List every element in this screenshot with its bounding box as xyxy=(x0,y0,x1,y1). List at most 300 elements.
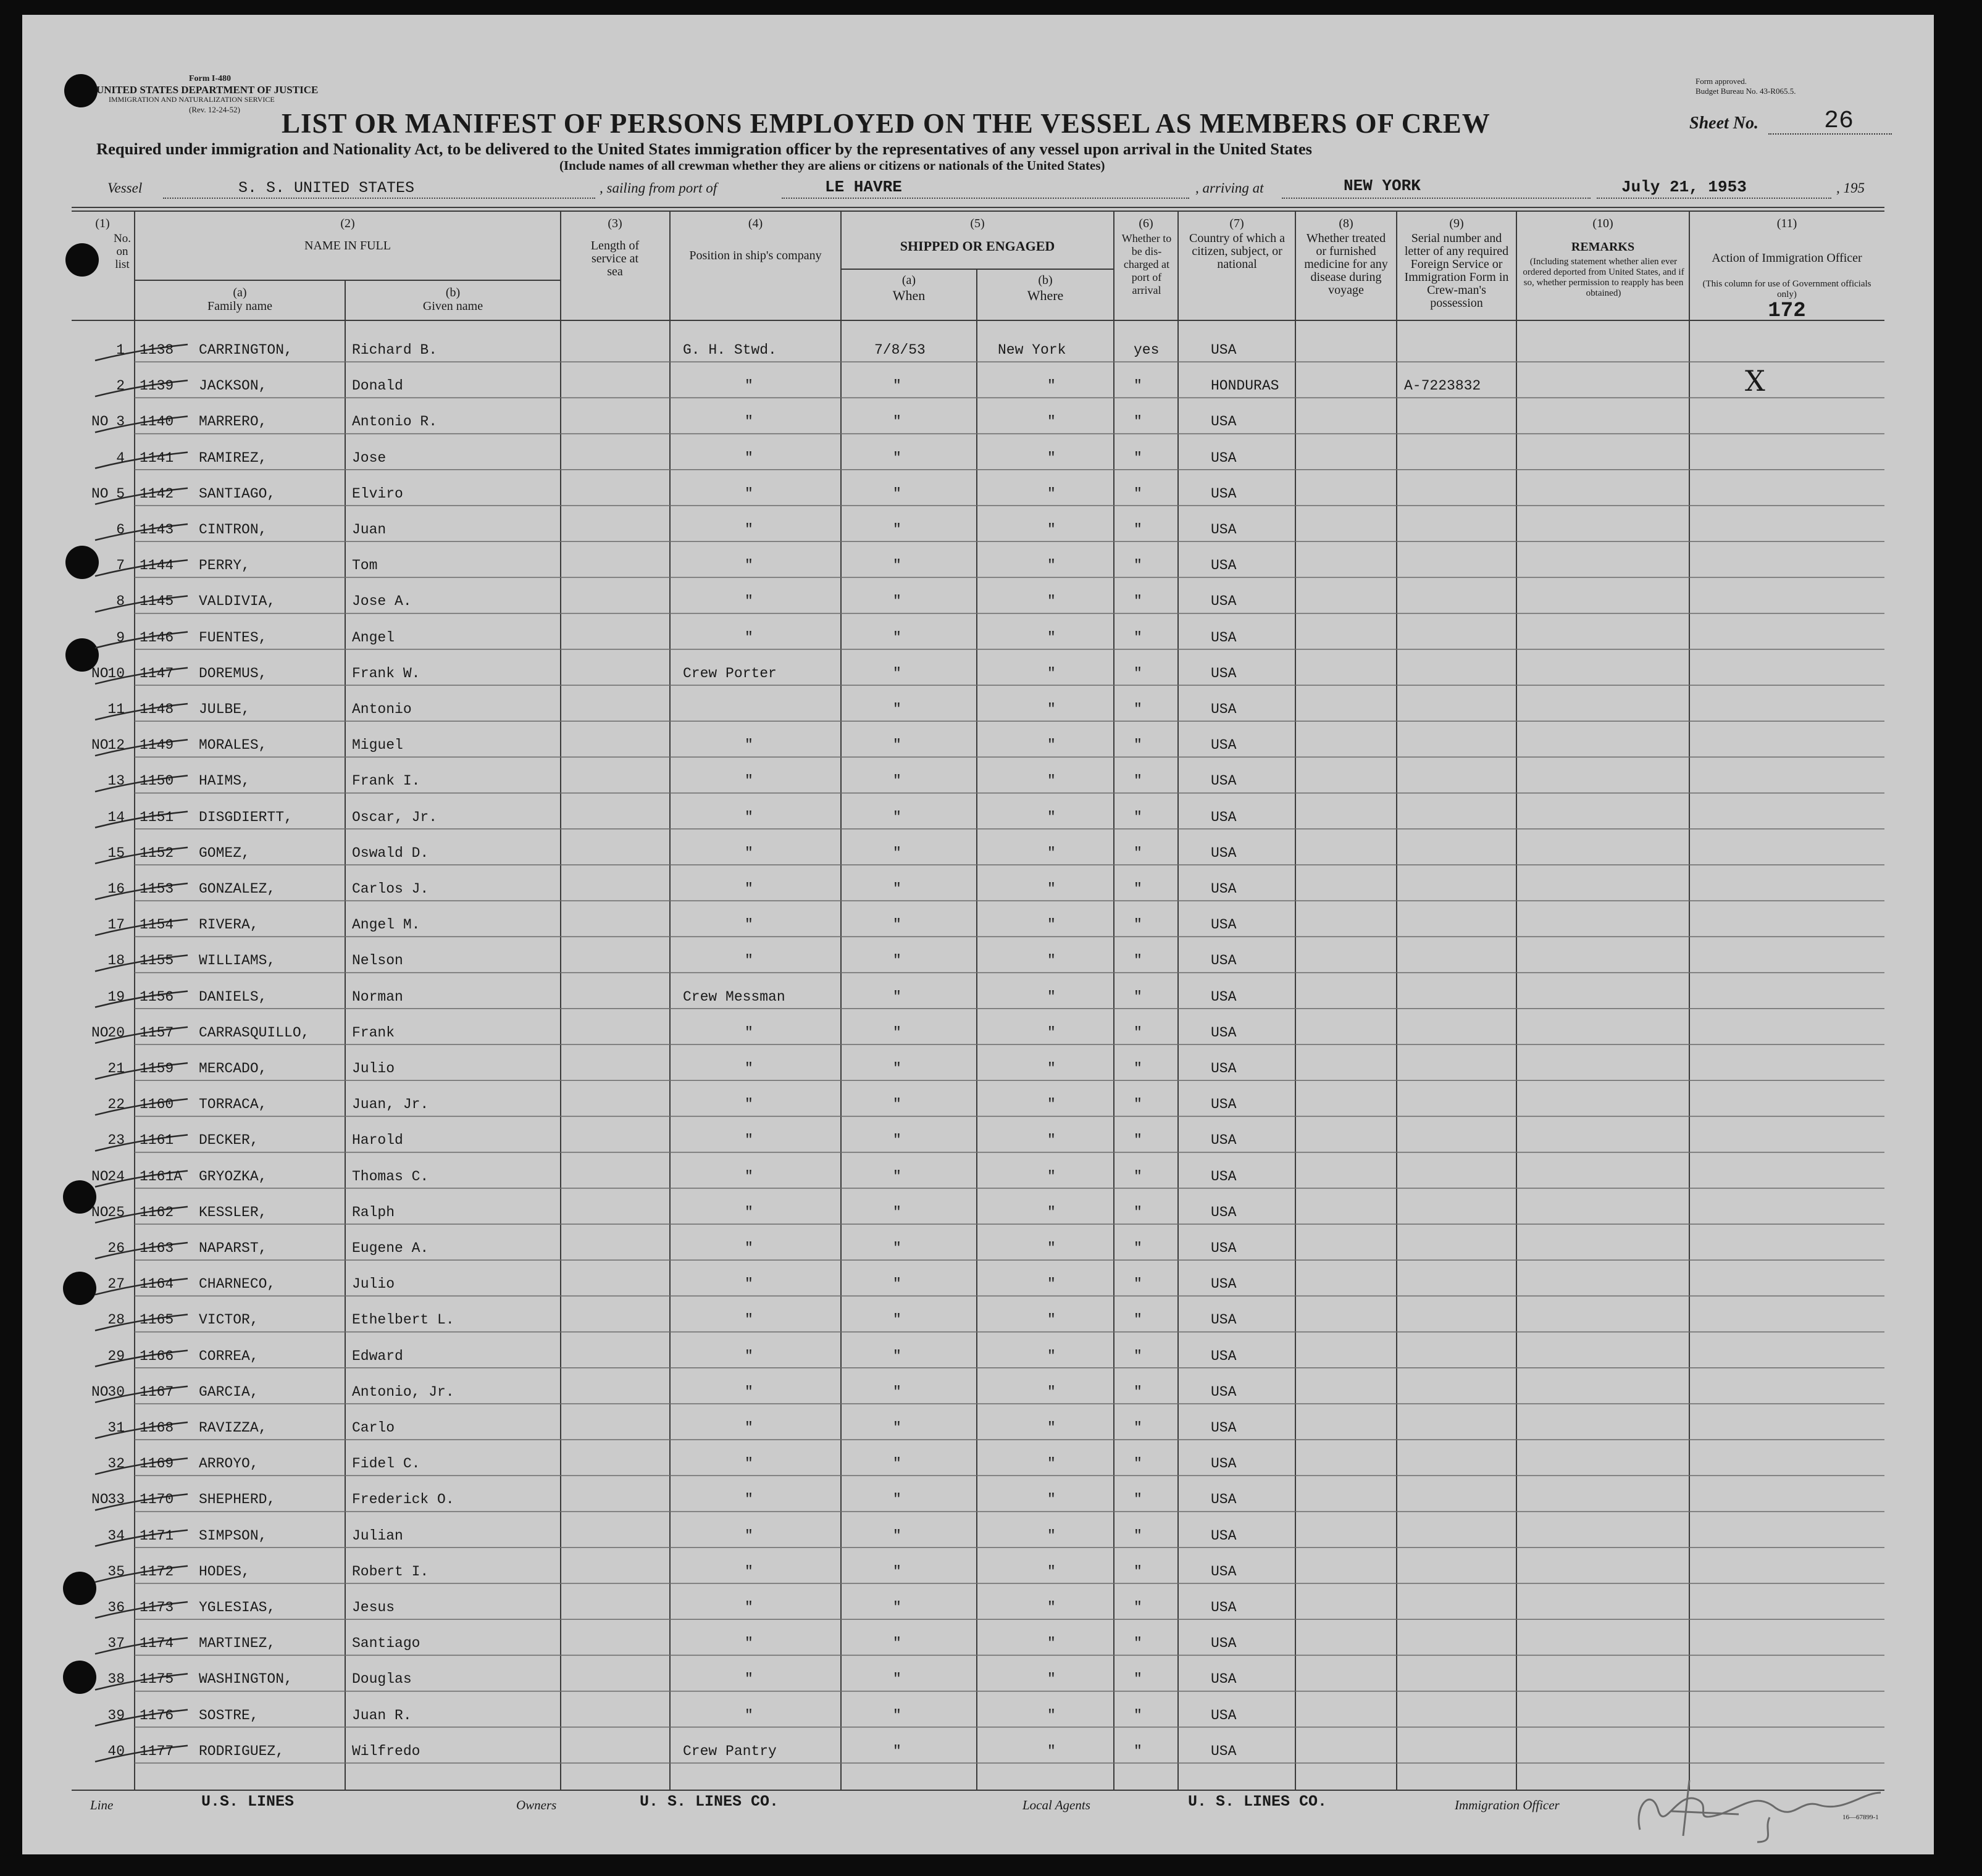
position: " xyxy=(745,1491,753,1508)
shipped-where: " xyxy=(1047,1168,1056,1185)
discharge: " xyxy=(1134,773,1142,790)
position: " xyxy=(745,737,753,754)
position: " xyxy=(745,378,753,394)
shipped-when: " xyxy=(893,1204,901,1220)
country: USA xyxy=(1211,1024,1237,1041)
shipped-where: " xyxy=(1047,1312,1056,1328)
row-number: 9 xyxy=(116,629,125,646)
table-row xyxy=(22,508,1934,544)
revision: (Rev. 12-24-52) xyxy=(189,105,240,114)
row-number: 34 xyxy=(107,1527,125,1544)
officer-action: X xyxy=(1745,364,1765,398)
col-4-header: Position in ship's company xyxy=(689,249,822,262)
row-number: 14 xyxy=(107,809,125,825)
arrival-date: July 21, 1953 xyxy=(1621,178,1747,196)
crew-id: 1163 xyxy=(140,1240,174,1256)
shipped-when: " xyxy=(893,917,901,933)
discharge: " xyxy=(1134,1024,1142,1041)
position: " xyxy=(745,593,753,610)
country: USA xyxy=(1211,1491,1237,1508)
table-row xyxy=(22,1657,1934,1693)
family-name: FUENTES, xyxy=(199,629,267,646)
row-number: 13 xyxy=(107,773,125,790)
position: " xyxy=(745,1096,753,1113)
crew-id: 1139 xyxy=(140,378,174,394)
row-mark: NO xyxy=(91,1491,109,1508)
shipped-when: " xyxy=(893,1383,901,1400)
given-name: Antonio R. xyxy=(352,414,438,430)
discharge: " xyxy=(1134,557,1142,574)
discharge: " xyxy=(1134,1096,1142,1113)
shipped-when: " xyxy=(893,629,901,646)
family-name: KESSLER, xyxy=(199,1204,267,1220)
crew-id: 1145 xyxy=(140,593,174,610)
position: Crew Messman xyxy=(683,988,785,1005)
owners-label: Owners xyxy=(516,1798,557,1812)
family-name: RODRIGUEZ, xyxy=(199,1743,285,1759)
table-row xyxy=(22,903,1934,939)
family-name: DECKER, xyxy=(199,1132,259,1149)
table-row xyxy=(22,580,1934,615)
position: Crew Porter xyxy=(683,665,777,682)
row-mark: NO xyxy=(91,737,109,754)
shipped-where: " xyxy=(1047,1743,1056,1759)
shipped-when: 7/8/53 xyxy=(874,342,926,358)
shipped-where: " xyxy=(1047,917,1056,933)
position: " xyxy=(745,629,753,646)
table-row xyxy=(22,939,1934,975)
col-11-header: Action of Immigration Officer xyxy=(1712,251,1862,265)
given-name: Frank W. xyxy=(352,665,420,682)
table-row xyxy=(22,1622,1934,1657)
shipped-where: " xyxy=(1047,1599,1056,1615)
shipped-where: " xyxy=(1047,844,1056,861)
discharge: " xyxy=(1134,1240,1142,1256)
row-number: 36 xyxy=(107,1599,125,1615)
shipped-where: " xyxy=(1047,1061,1056,1077)
given-name: Angel M. xyxy=(352,917,420,933)
shipped-when: " xyxy=(893,1312,901,1328)
country: USA xyxy=(1211,809,1237,825)
country: USA xyxy=(1211,629,1237,646)
family-name: RAMIREZ, xyxy=(199,449,267,466)
family-name: RAVIZZA, xyxy=(199,1420,267,1436)
crew-id: 1173 xyxy=(140,1599,174,1615)
family-name: WILLIAMS, xyxy=(199,953,276,969)
country: USA xyxy=(1211,1276,1237,1293)
crew-id: 1152 xyxy=(140,844,174,861)
row-number: 23 xyxy=(107,1132,125,1149)
col-7-number: (7) xyxy=(1229,217,1244,230)
position: " xyxy=(745,1383,753,1400)
discharge: " xyxy=(1134,1743,1142,1759)
given-name: Frederick O. xyxy=(352,1491,454,1508)
discharge: " xyxy=(1134,1168,1142,1185)
discharge: " xyxy=(1134,809,1142,825)
discharge: " xyxy=(1134,485,1142,502)
col-3-number: (3) xyxy=(608,217,622,230)
col-10-note: (Including statement whether alien ever ordered deported from United States, and if so, whether permission to reapply has been obtained) xyxy=(1523,257,1684,298)
family-name: HAIMS, xyxy=(199,773,250,790)
given-name: Juan, Jr. xyxy=(352,1096,429,1113)
shipped-when: " xyxy=(893,1707,901,1724)
crew-id: 1176 xyxy=(140,1707,174,1724)
col-10-header: REMARKS xyxy=(1571,240,1635,254)
shipped-when: " xyxy=(893,449,901,466)
crew-id: 1161A xyxy=(140,1168,183,1185)
table-row xyxy=(22,688,1934,723)
col-2-number: (2) xyxy=(340,217,355,230)
shipped-where: " xyxy=(1047,988,1056,1005)
discharge: " xyxy=(1134,1563,1142,1580)
position: " xyxy=(745,1312,753,1328)
discharge: " xyxy=(1134,449,1142,466)
row-number: 30 xyxy=(107,1383,125,1400)
line-value: U.S. LINES xyxy=(201,1793,295,1811)
position: " xyxy=(745,1599,753,1615)
given-name: Miguel xyxy=(352,737,403,754)
crew-id: 1156 xyxy=(140,988,174,1005)
arrival-port: NEW YORK xyxy=(1344,177,1421,195)
crew-id: 1166 xyxy=(140,1348,174,1364)
form-number: Form I-480 xyxy=(189,74,232,83)
position: " xyxy=(745,1061,753,1077)
shipped-when: " xyxy=(893,1671,901,1688)
position: " xyxy=(745,485,753,502)
family-name: CARRASQUILLO, xyxy=(199,1024,310,1041)
crew-id: 1148 xyxy=(140,701,174,717)
row-number: 28 xyxy=(107,1312,125,1328)
shipped-where: " xyxy=(1047,1024,1056,1041)
shipped-when: " xyxy=(893,1743,901,1759)
family-name: GONZALEZ, xyxy=(199,881,276,897)
shipped-where: " xyxy=(1047,1671,1056,1688)
discharge: " xyxy=(1134,988,1142,1005)
country: USA xyxy=(1211,1599,1237,1615)
given-name: Julio xyxy=(352,1061,395,1077)
family-name: MORALES, xyxy=(199,737,267,754)
row-number: 32 xyxy=(107,1456,125,1472)
family-name: RIVERA, xyxy=(199,917,259,933)
discharge: " xyxy=(1134,1204,1142,1220)
given-name: Norman xyxy=(352,988,403,1005)
table-row xyxy=(22,544,1934,580)
given-name: Frank xyxy=(352,1024,395,1041)
table-row xyxy=(22,1155,1934,1191)
crew-id: 1164 xyxy=(140,1276,174,1293)
shipped-when: " xyxy=(893,773,901,790)
given-name: Julio xyxy=(352,1276,395,1293)
crew-id: 1161 xyxy=(140,1132,174,1149)
crew-id: 1162 xyxy=(140,1204,174,1220)
col-5-number: (5) xyxy=(970,217,985,230)
country: USA xyxy=(1211,1096,1237,1113)
given-name: Antonio xyxy=(352,701,412,717)
approval-line: Budget Bureau No. 43-R065.5. xyxy=(1696,86,1796,96)
crew-id: 1168 xyxy=(140,1420,174,1436)
position: " xyxy=(745,1132,753,1149)
country: USA xyxy=(1211,1383,1237,1400)
col-5-header: SHIPPED OR ENGAGED xyxy=(900,238,1055,254)
crew-id: 1140 xyxy=(140,414,174,430)
row-mark: NO xyxy=(91,1383,109,1400)
officer-label: Immigration Officer xyxy=(1455,1798,1560,1812)
shipped-where: New York xyxy=(998,342,1066,358)
position: " xyxy=(745,1024,753,1041)
col-6-number: (6) xyxy=(1139,217,1153,230)
shipped-where: " xyxy=(1047,1132,1056,1149)
discharge: " xyxy=(1134,1383,1142,1400)
crew-id: 1142 xyxy=(140,485,174,502)
country: USA xyxy=(1211,593,1237,610)
col-2a-letter: (a) xyxy=(233,286,247,299)
shipped-when: " xyxy=(893,737,901,754)
position: " xyxy=(745,1456,753,1472)
col-2-header: NAME IN FULL xyxy=(304,239,391,252)
table-row xyxy=(22,975,1934,1011)
shipped-when: " xyxy=(893,1563,901,1580)
given-name: Jose xyxy=(352,449,387,466)
row-number: 24 xyxy=(107,1168,125,1185)
position: " xyxy=(745,809,753,825)
position: " xyxy=(745,1276,753,1293)
family-name: VICTOR, xyxy=(199,1312,259,1328)
discharge: yes xyxy=(1134,342,1160,358)
crew-id: 1175 xyxy=(140,1671,174,1688)
discharge: " xyxy=(1134,665,1142,682)
col-2a-header: Family name xyxy=(207,299,272,313)
discharge: " xyxy=(1134,1599,1142,1615)
shipped-where: " xyxy=(1047,522,1056,538)
position: " xyxy=(745,917,753,933)
country: USA xyxy=(1211,701,1237,717)
table-row xyxy=(22,328,1934,364)
discharge: " xyxy=(1134,1061,1142,1077)
family-name: SANTIAGO, xyxy=(199,485,276,502)
discharge: " xyxy=(1134,378,1142,394)
discharge: " xyxy=(1134,1635,1142,1652)
crew-id: 1171 xyxy=(140,1527,174,1544)
shipped-where: " xyxy=(1047,629,1056,646)
country: USA xyxy=(1211,1420,1237,1436)
position: " xyxy=(745,1563,753,1580)
discharge: " xyxy=(1134,629,1142,646)
family-name: DOREMUS, xyxy=(199,665,267,682)
shipped-when: " xyxy=(893,701,901,717)
crew-id: 1149 xyxy=(140,737,174,754)
row-number: 40 xyxy=(107,1743,125,1759)
given-name: Donald xyxy=(352,378,403,394)
shipped-where: " xyxy=(1047,1456,1056,1472)
given-name: Wilfredo xyxy=(352,1743,420,1759)
discharge: " xyxy=(1134,1276,1142,1293)
shipped-when: " xyxy=(893,1456,901,1472)
position: " xyxy=(745,449,753,466)
row-number: 26 xyxy=(107,1240,125,1256)
shipped-when: " xyxy=(893,1132,901,1149)
discharge: " xyxy=(1134,1348,1142,1364)
discharge: " xyxy=(1134,953,1142,969)
shipped-when: " xyxy=(893,1348,901,1364)
crew-id: 1150 xyxy=(140,773,174,790)
country: USA xyxy=(1211,557,1237,574)
discharge: " xyxy=(1134,1671,1142,1688)
table-row xyxy=(22,1550,1934,1586)
shipped-where: " xyxy=(1047,1635,1056,1652)
table-row xyxy=(22,759,1934,795)
family-name: TORRACA, xyxy=(199,1096,267,1113)
shipped-when: " xyxy=(893,1276,901,1293)
position: " xyxy=(745,1348,753,1364)
given-name: Ethelbert L. xyxy=(352,1312,454,1328)
col-5a-letter: (a) xyxy=(901,273,916,287)
table-row xyxy=(22,1586,1934,1622)
table-row xyxy=(22,1262,1934,1298)
country: USA xyxy=(1211,737,1237,754)
table-row xyxy=(22,723,1934,759)
shipped-where: " xyxy=(1047,701,1056,717)
position: " xyxy=(745,1707,753,1724)
row-number: 7 xyxy=(116,557,125,574)
shipped-where: " xyxy=(1047,881,1056,897)
country: USA xyxy=(1211,449,1237,466)
year-suffix: , 195 xyxy=(1836,180,1865,196)
family-name: VALDIVIA, xyxy=(199,593,276,610)
col-2b-letter: (b) xyxy=(445,286,461,299)
family-name: GRYOZKA, xyxy=(199,1168,267,1185)
discharge: " xyxy=(1134,1527,1142,1544)
crew-id: 1165 xyxy=(140,1312,174,1328)
position: G. H. Stwd. xyxy=(683,342,777,358)
col-9-header: Serial number and letter of any required Foreign Service or Immigration Form in Crew-man's possession xyxy=(1404,231,1509,310)
sheet-label: Sheet No. xyxy=(1689,114,1758,133)
given-name: Jesus xyxy=(352,1599,395,1615)
shipped-when: " xyxy=(893,953,901,969)
sailing-label: , sailing from port of xyxy=(600,180,717,196)
family-name: MARRERO, xyxy=(199,414,267,430)
row-number: 15 xyxy=(107,844,125,861)
given-name: Juan R. xyxy=(352,1707,412,1724)
row-number: 33 xyxy=(107,1491,125,1508)
table-row xyxy=(22,1047,1934,1083)
shipped-when: " xyxy=(893,881,901,897)
sailing-port: LE HAVRE xyxy=(825,178,902,196)
form-title: LIST OR MANIFEST OF PERSONS EMPLOYED ON THE VESSEL AS MEMBERS OF CREW xyxy=(282,108,1491,139)
row-mark: NO xyxy=(91,1024,109,1041)
col-8-number: (8) xyxy=(1339,217,1353,230)
crew-id: 1144 xyxy=(140,557,174,574)
crew-id: 1151 xyxy=(140,809,174,825)
arriving-label: , arriving at xyxy=(1195,180,1264,196)
manifest-sheet xyxy=(22,15,1934,1854)
given-name: Oscar, Jr. xyxy=(352,809,438,825)
row-number: 4 xyxy=(116,449,125,466)
country: USA xyxy=(1211,917,1237,933)
table-row xyxy=(22,1119,1934,1154)
given-name: Ralph xyxy=(352,1204,395,1220)
position: " xyxy=(745,881,753,897)
table-row xyxy=(22,1406,1934,1442)
col-9-number: (9) xyxy=(1449,217,1464,230)
country: USA xyxy=(1211,1312,1237,1328)
position: " xyxy=(745,1527,753,1544)
row-number: 18 xyxy=(107,953,125,969)
country: HONDURAS xyxy=(1211,378,1279,394)
row-number: 39 xyxy=(107,1707,125,1724)
shipped-where: " xyxy=(1047,1240,1056,1256)
given-name: Frank I. xyxy=(352,773,420,790)
row-number: 2 xyxy=(116,378,125,394)
family-name: GARCIA, xyxy=(199,1383,259,1400)
crew-id: 1167 xyxy=(140,1383,174,1400)
country: USA xyxy=(1211,1563,1237,1580)
family-name: PERRY, xyxy=(199,557,250,574)
country: USA xyxy=(1211,665,1237,682)
shipped-where: " xyxy=(1047,1491,1056,1508)
shipped-when: " xyxy=(893,809,901,825)
discharge: " xyxy=(1134,593,1142,610)
country: USA xyxy=(1211,1348,1237,1364)
row-number: 27 xyxy=(107,1276,125,1293)
table-row xyxy=(22,1011,1934,1047)
vessel-label: Vessel xyxy=(107,180,143,196)
shipped-where: " xyxy=(1047,737,1056,754)
shipped-when: " xyxy=(893,522,901,538)
table-row xyxy=(22,1083,1934,1119)
crew-id: 1160 xyxy=(140,1096,174,1113)
family-name: YGLESIAS, xyxy=(199,1599,276,1615)
crew-id: 1172 xyxy=(140,1563,174,1580)
crew-id: 1138 xyxy=(140,342,174,358)
shipped-where: " xyxy=(1047,665,1056,682)
family-name: CINTRON, xyxy=(199,522,267,538)
country: USA xyxy=(1211,1707,1237,1724)
table-row xyxy=(22,1227,1934,1262)
crew-id: 1170 xyxy=(140,1491,174,1508)
given-name: Elviro xyxy=(352,485,403,502)
family-name: GOMEZ, xyxy=(199,844,250,861)
shipped-where: " xyxy=(1047,1707,1056,1724)
shipped-where: " xyxy=(1047,593,1056,610)
given-name: Carlo xyxy=(352,1420,395,1436)
col-3-header: Length of service at sea xyxy=(590,239,640,278)
country: USA xyxy=(1211,1743,1237,1759)
family-name: CHARNECO, xyxy=(199,1276,276,1293)
col-5b-letter: (b) xyxy=(1038,273,1053,287)
discharge: " xyxy=(1134,1312,1142,1328)
crew-id: 1143 xyxy=(140,522,174,538)
shipped-where: " xyxy=(1047,414,1056,430)
owners-value: U. S. LINES CO. xyxy=(640,1793,779,1811)
discharge: " xyxy=(1134,701,1142,717)
row-number: 3 xyxy=(116,414,125,430)
position: " xyxy=(745,1240,753,1256)
shipped-when: " xyxy=(893,1024,901,1041)
shipped-when: " xyxy=(893,1240,901,1256)
position: " xyxy=(745,522,753,538)
country: USA xyxy=(1211,1204,1237,1220)
shipped-where: " xyxy=(1047,1420,1056,1436)
family-name: SHEPHERD, xyxy=(199,1491,276,1508)
col-11-number: (11) xyxy=(1776,217,1797,230)
shipped-when: " xyxy=(893,1168,901,1185)
row-number: 19 xyxy=(107,988,125,1005)
shipped-where: " xyxy=(1047,1204,1056,1220)
row-number: 31 xyxy=(107,1420,125,1436)
position: " xyxy=(745,773,753,790)
table-row xyxy=(22,400,1934,436)
row-number: 20 xyxy=(107,1024,125,1041)
